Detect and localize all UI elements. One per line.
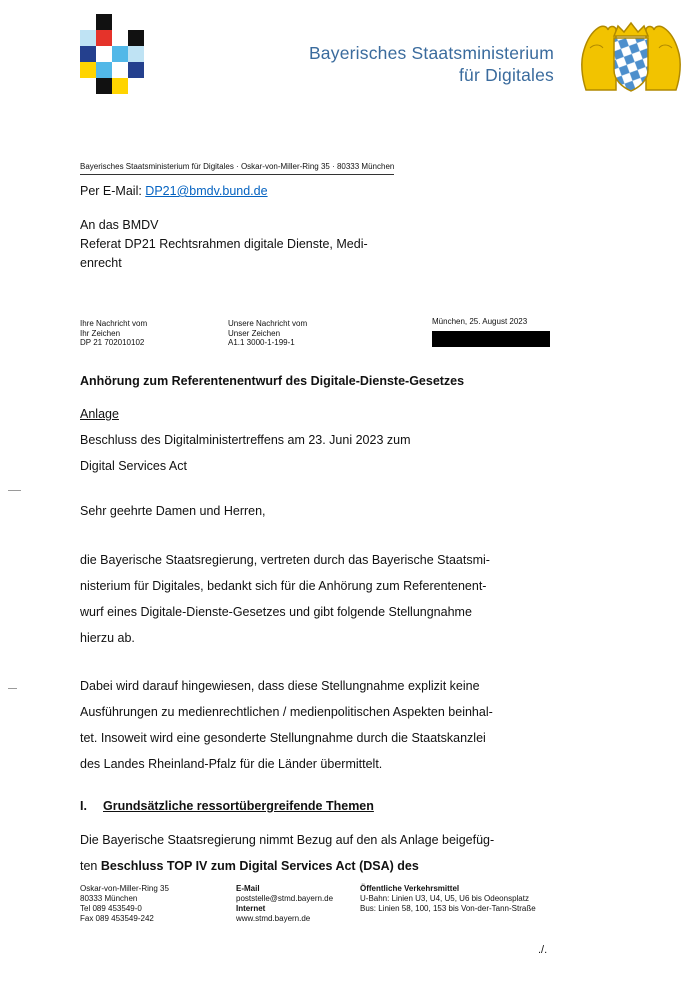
body-line: nisterium für Digitales, bedankt sich für die Anhörung zum Referentenent- <box>80 579 487 593</box>
logo-cell <box>112 78 128 94</box>
attachment-label: Anlage <box>80 407 119 421</box>
letter-body <box>80 368 552 879</box>
your-reference-value: DP 21 702010102 <box>80 338 145 347</box>
our-reference-value: A1.1 3000-1-199-1 <box>228 338 295 347</box>
attachment-block <box>80 401 552 479</box>
logo-cell <box>96 62 112 78</box>
logo-cell <box>80 14 96 30</box>
paragraph-3 <box>80 827 552 879</box>
body-line: Die Bayerische Staatsregierung nimmt Bezug auf den als Anlage beigefüg- <box>80 833 495 847</box>
ministry-logo <box>80 14 144 94</box>
footer-city: 80333 München <box>80 894 138 903</box>
body-line: hierzu ab. <box>80 631 135 645</box>
our-reference-block <box>228 319 307 348</box>
footer-transport-label: Öffentliche Verkehrsmittel <box>360 884 460 893</box>
body-line-normal: ten <box>80 859 101 873</box>
logo-cell <box>128 46 144 62</box>
date-block <box>432 317 550 347</box>
logo-cell <box>112 62 128 78</box>
body-line: Ausführungen zu medienrechtlichen / medienpolitischen Aspekten beinhal- <box>80 705 493 719</box>
logo-cell <box>112 30 128 46</box>
body-line: wurf eines Digitale-Dienste-Gesetzes und gibt folgende Stellungnahme <box>80 605 472 619</box>
logo-cell <box>96 46 112 62</box>
ministry-name-line1: Bayerisches Staatsministerium <box>308 43 554 63</box>
your-reference-block <box>80 319 147 348</box>
left-lion-icon <box>582 26 616 90</box>
ministry-name <box>309 42 554 86</box>
footer-contact <box>236 884 333 924</box>
logo-cell <box>128 78 144 94</box>
body-line <box>80 853 552 879</box>
paragraph-1 <box>80 547 552 651</box>
logo-cell <box>80 78 96 94</box>
footer-transport <box>360 884 536 914</box>
paragraph-2 <box>80 673 552 777</box>
bavaria-coat-of-arms-icon <box>576 18 686 94</box>
sender-return-address: Bayerisches Staatsministerium für Digitales · Oskar-von-Miller-Ring 35 · 80333 München <box>80 162 394 175</box>
footer-phone: Tel 089 453549-0 <box>80 904 142 913</box>
place-date: München, 25. August 2023 <box>432 317 528 326</box>
our-reference-label: Unser Zeichen <box>228 328 281 338</box>
section-number: I. <box>80 799 87 813</box>
footer-transport-line: Bus: Linien 58, 100, 153 bis Von-der-Tann-Straße <box>360 904 536 913</box>
recipient-line: enrecht <box>80 256 122 270</box>
recipient-line: An das BMDV <box>80 218 159 232</box>
recipient-line: Referat DP21 Rechtsrahmen digitale Dienste, Medi- <box>80 237 368 251</box>
salutation: Sehr geehrte Damen und Herren, <box>80 504 266 518</box>
attachment-line: Digital Services Act <box>80 459 187 473</box>
recipient-address <box>80 216 368 273</box>
footer-internet-value: www.stmd.bayern.de <box>236 914 311 923</box>
delivery-method <box>80 184 268 198</box>
footer-street: Oskar-von-Miller-Ring 35 <box>80 884 169 893</box>
logo-cell <box>128 14 144 30</box>
body-line: des Landes Rheinland-Pfalz für die Länder übermittelt. <box>80 757 383 771</box>
logo-cell <box>80 62 96 78</box>
body-line: die Bayerische Staatsregierung, vertreten durch das Bayerische Staatsmi- <box>80 553 490 567</box>
footer-fax: Fax 089 453549-242 <box>80 914 154 923</box>
ministry-name-line2: für Digitales <box>459 65 554 85</box>
logo-cell <box>112 46 128 62</box>
redaction-bar <box>432 331 550 347</box>
recipient-email-link[interactable]: DP21@bmdv.bund.de <box>145 184 268 198</box>
section-1-heading <box>80 793 552 819</box>
section-title: Grundsätzliche ressortübergreifende Themen <box>103 799 374 813</box>
logo-cell <box>80 30 96 46</box>
logo-cell <box>128 62 144 78</box>
delivery-method-label: Per E-Mail: <box>80 184 146 198</box>
your-reference-label: Ihr Zeichen <box>80 328 121 338</box>
logo-cell <box>96 14 112 30</box>
right-lion-icon <box>646 26 680 90</box>
your-message-label: Ihre Nachricht vom <box>80 319 148 328</box>
footer-email-value: poststelle@stmd.bayern.de <box>236 894 334 903</box>
body-line: Dabei wird darauf hingewiesen, dass diese Stellungnahme explizit keine <box>80 679 480 693</box>
body-line: tet. Insoweit wird eine gesonderte Stellungnahme durch die Staatskanzlei <box>80 731 486 745</box>
footer-email-label: E-Mail <box>236 884 260 893</box>
attachment-line: Beschluss des Digitalministertreffens am 23. Juni 2023 zum <box>80 433 411 447</box>
body-line-bold: Beschluss TOP IV zum Digital Services Act (DSA) des <box>100 859 419 873</box>
logo-cell <box>112 14 128 30</box>
footer-transport-line: U-Bahn: Linien U3, U4, U5, U6 bis Odeonsplatz <box>360 894 529 903</box>
logo-cell <box>96 30 112 46</box>
footer-internet-label: Internet <box>236 904 266 913</box>
lozenge-shield-icon <box>614 38 648 91</box>
fold-mark <box>8 688 17 689</box>
subject-line: Anhörung zum Referentenentwurf des Digitale-Dienste-Gesetzes <box>80 374 465 388</box>
crown-icon <box>614 23 648 36</box>
our-message-label: Unsere Nachricht vom <box>228 319 308 328</box>
footer-address <box>80 884 169 924</box>
continuation-mark: ./. <box>538 944 548 956</box>
logo-cell <box>80 46 96 62</box>
logo-cell <box>128 30 144 46</box>
fold-mark <box>8 490 21 491</box>
logo-cell <box>96 78 112 94</box>
